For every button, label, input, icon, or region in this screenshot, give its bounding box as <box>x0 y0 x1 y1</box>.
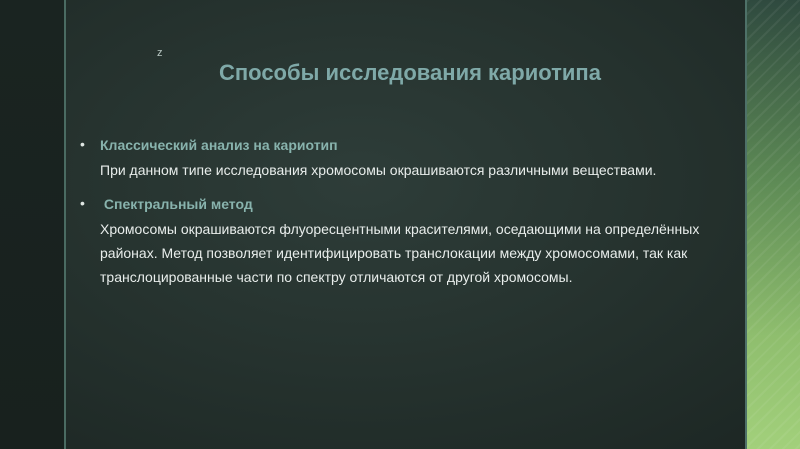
item-text: При данном типе исследования хромосомы окрашиваются различными веществами. <box>100 162 657 178</box>
bullet-icon: • <box>80 195 85 211</box>
list-item <box>80 194 700 289</box>
z-mark-icon: z <box>157 47 163 59</box>
slide-content <box>80 135 700 301</box>
slide-title: Способы исследования кариотипа <box>219 60 601 85</box>
item-heading: Спектральный метод <box>100 196 253 212</box>
item-heading: Классический анализ на кариотип <box>100 137 338 153</box>
right-green-gradient-panel <box>747 0 800 449</box>
diagonal-stripes-pattern <box>747 0 800 449</box>
list-item <box>80 135 700 182</box>
item-text: Хромосомы окрашиваются флуоресцентными красителями, оседающими на определённых районах. Метод позволяет идентифицировать транслокации между хромосомами, так как транслоцированные части по спектру отличаются от другой хромосомы. <box>100 221 700 285</box>
left-vertical-rule <box>64 0 66 449</box>
bullet-icon: • <box>80 136 85 152</box>
left-decorative-panel <box>0 0 64 449</box>
